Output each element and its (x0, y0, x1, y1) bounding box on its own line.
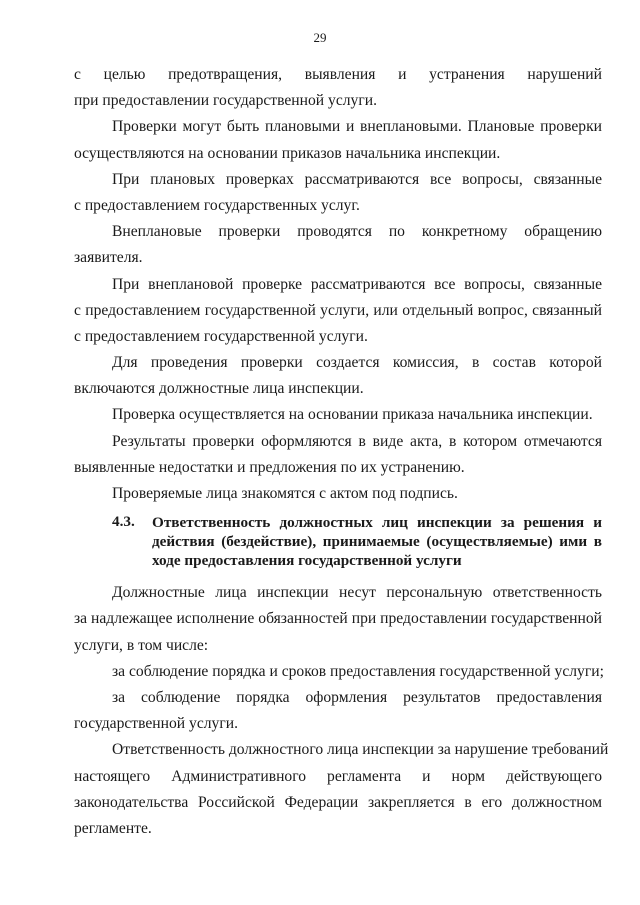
text-line: услуги, в том числе: (74, 636, 209, 654)
text-line: с целью предотвращения, выявления и устранения нарушений (74, 66, 602, 83)
section-heading (74, 513, 602, 570)
text-line: Должностные лица инспекции несут персональную ответственность (112, 584, 602, 602)
text-line: за соблюдение порядка и сроков предоставления государственной услуги; (112, 662, 604, 680)
section-heading-title (152, 513, 602, 570)
text-line: Результаты проверки оформляются в виде акта, в котором отмечаются (112, 432, 602, 450)
text-line: регламенте. (74, 819, 152, 837)
section-text-before-heading (74, 62, 602, 507)
page-number: 29 (313, 30, 327, 45)
heading-line: ходе предоставления государственной услуги (152, 552, 462, 570)
text-line: Ответственность должностного лица инспекции за нарушение требований (112, 741, 609, 759)
text-line: Проверки могут быть плановыми и внеплановыми. Плановые проверки (112, 118, 602, 136)
text-line: с предоставлением государственных услуг. (74, 196, 360, 214)
text-line: законодательства Российской Федерации закрепляется в его должностном (74, 793, 602, 811)
text-line: Внеплановые проверки проводятся по конкретному обращению (112, 223, 602, 241)
text-line: Проверяемые лица знакомятся с актом под подпись. (112, 485, 458, 502)
text-line: настоящего Административного регламента и норм действующего (74, 767, 602, 785)
document-body (74, 62, 609, 842)
text-line: При внеплановой проверке рассматриваются все вопросы, связанные (112, 275, 602, 293)
heading-line: действия (бездействие), принимаемые (осуществляемые) ими в (152, 533, 602, 551)
text-line: выявленные недостатки и предложения по их устранению. (74, 458, 465, 476)
heading-line: Ответственность должностных лиц инспекции за решения и (152, 514, 602, 532)
section-text-after-heading (74, 580, 609, 842)
section-heading-number: 4.3. (112, 513, 135, 531)
text-line: включаются должностные лица инспекции. (74, 380, 364, 398)
text-line: Проверка осуществляется на основании приказа начальника инспекции. (112, 406, 593, 424)
text-line: При плановых проверках рассматриваются все вопросы, связанные (112, 170, 602, 188)
text-line: государственной услуги. (74, 715, 238, 733)
text-line: Для проведения проверки создается комиссия, в состав которой (112, 354, 602, 372)
text-line: за надлежащее исполнение обязанностей при предоставлении государственной (74, 610, 602, 628)
text-line: с предоставлением государственной услуги. (74, 327, 368, 345)
text-line: осуществляются на основании приказов начальника инспекции. (74, 144, 501, 162)
text-line: заявителя. (74, 249, 143, 267)
text-line: при предоставлении государственной услуги. (74, 92, 377, 110)
text-line: с предоставлением государственной услуги, или отдельный вопрос, связанный (74, 301, 602, 319)
text-line: за соблюдение порядка оформления результатов предоставления (112, 688, 602, 706)
